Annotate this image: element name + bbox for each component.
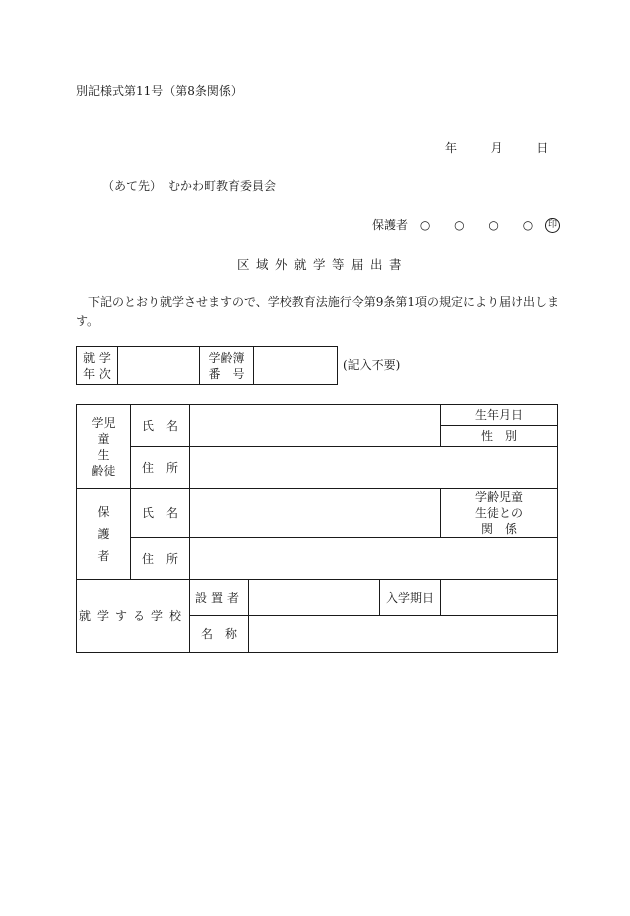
date-day-label: 日 <box>536 141 549 155</box>
student-group-label <box>77 405 131 489</box>
main-form-table <box>76 404 558 653</box>
addressee: （あて先） むかわ町教育委員会 <box>102 179 277 193</box>
no-entry-note: (記入不要) <box>343 358 401 372</box>
register-label-line2: 番 号 <box>208 366 245 381</box>
guardian-group-label <box>77 489 131 580</box>
body-paragraph: 下記のとおり就学させますので、学校教育法施行令第9条第1項の規定により届け出します。 <box>76 295 560 328</box>
gender-label: 性 別 <box>441 426 558 447</box>
school-name-input[interactable] <box>249 616 558 653</box>
guardian-signature-line <box>372 218 560 233</box>
guardian-name-placeholder: ○ ○ ○ ○ <box>419 218 544 232</box>
grade-input[interactable] <box>118 347 200 385</box>
register-label-line1: 学齢簿 <box>208 350 245 365</box>
guardian-address-label: 住 所 <box>131 538 190 580</box>
school-group-label: 就学する学校 <box>77 580 190 653</box>
founder-label: 設置者 <box>190 580 249 616</box>
grade-label-line2: 年 次 <box>83 366 111 381</box>
date-line <box>445 142 548 154</box>
student-group-line4: 齢徒 <box>91 463 116 478</box>
guardian-label: 保護者 <box>372 218 409 232</box>
birthdate-label: 生年月日 <box>441 405 558 426</box>
relationship-label <box>441 489 558 538</box>
date-year-label: 年 <box>445 141 458 155</box>
guardian-group-line2: 護 <box>97 527 110 541</box>
guardian-name-label: 氏 名 <box>131 489 190 538</box>
date-month-label: 月 <box>490 141 503 155</box>
relationship-label-line1: 学齢児童 <box>475 490 524 504</box>
student-name-input[interactable] <box>190 405 441 447</box>
student-group-line3: 生 <box>97 447 110 462</box>
seal-icon: 印 <box>545 218 560 233</box>
register-number-input[interactable] <box>254 347 338 385</box>
guardian-group-line1: 保 <box>97 505 110 519</box>
form-number-label: 別記様式第11号（第8条関係） <box>76 84 243 98</box>
student-group-line2: 童 <box>97 431 110 446</box>
guardian-address-input[interactable] <box>190 538 558 580</box>
entry-date-label: 入学期日 <box>380 580 441 616</box>
document-title: 区域外就学等届出書 <box>237 257 409 272</box>
student-address-label: 住 所 <box>131 447 190 489</box>
guardian-group-line3: 者 <box>97 549 110 563</box>
relationship-label-line2: 生徒との <box>475 506 524 520</box>
grade-register-table <box>76 346 338 385</box>
grade-label-cell <box>77 347 118 385</box>
guardian-name-input[interactable] <box>190 489 441 538</box>
student-group-line1: 学児 <box>91 415 116 430</box>
register-label-cell <box>200 347 254 385</box>
entry-date-input[interactable] <box>441 580 558 616</box>
student-address-input[interactable] <box>190 447 558 489</box>
school-name-label: 名 称 <box>190 616 249 653</box>
student-name-label: 氏 名 <box>131 405 190 447</box>
grade-label-line1: 就 学 <box>83 350 111 365</box>
relationship-label-line3: 関 係 <box>481 522 518 536</box>
founder-input[interactable] <box>249 580 380 616</box>
